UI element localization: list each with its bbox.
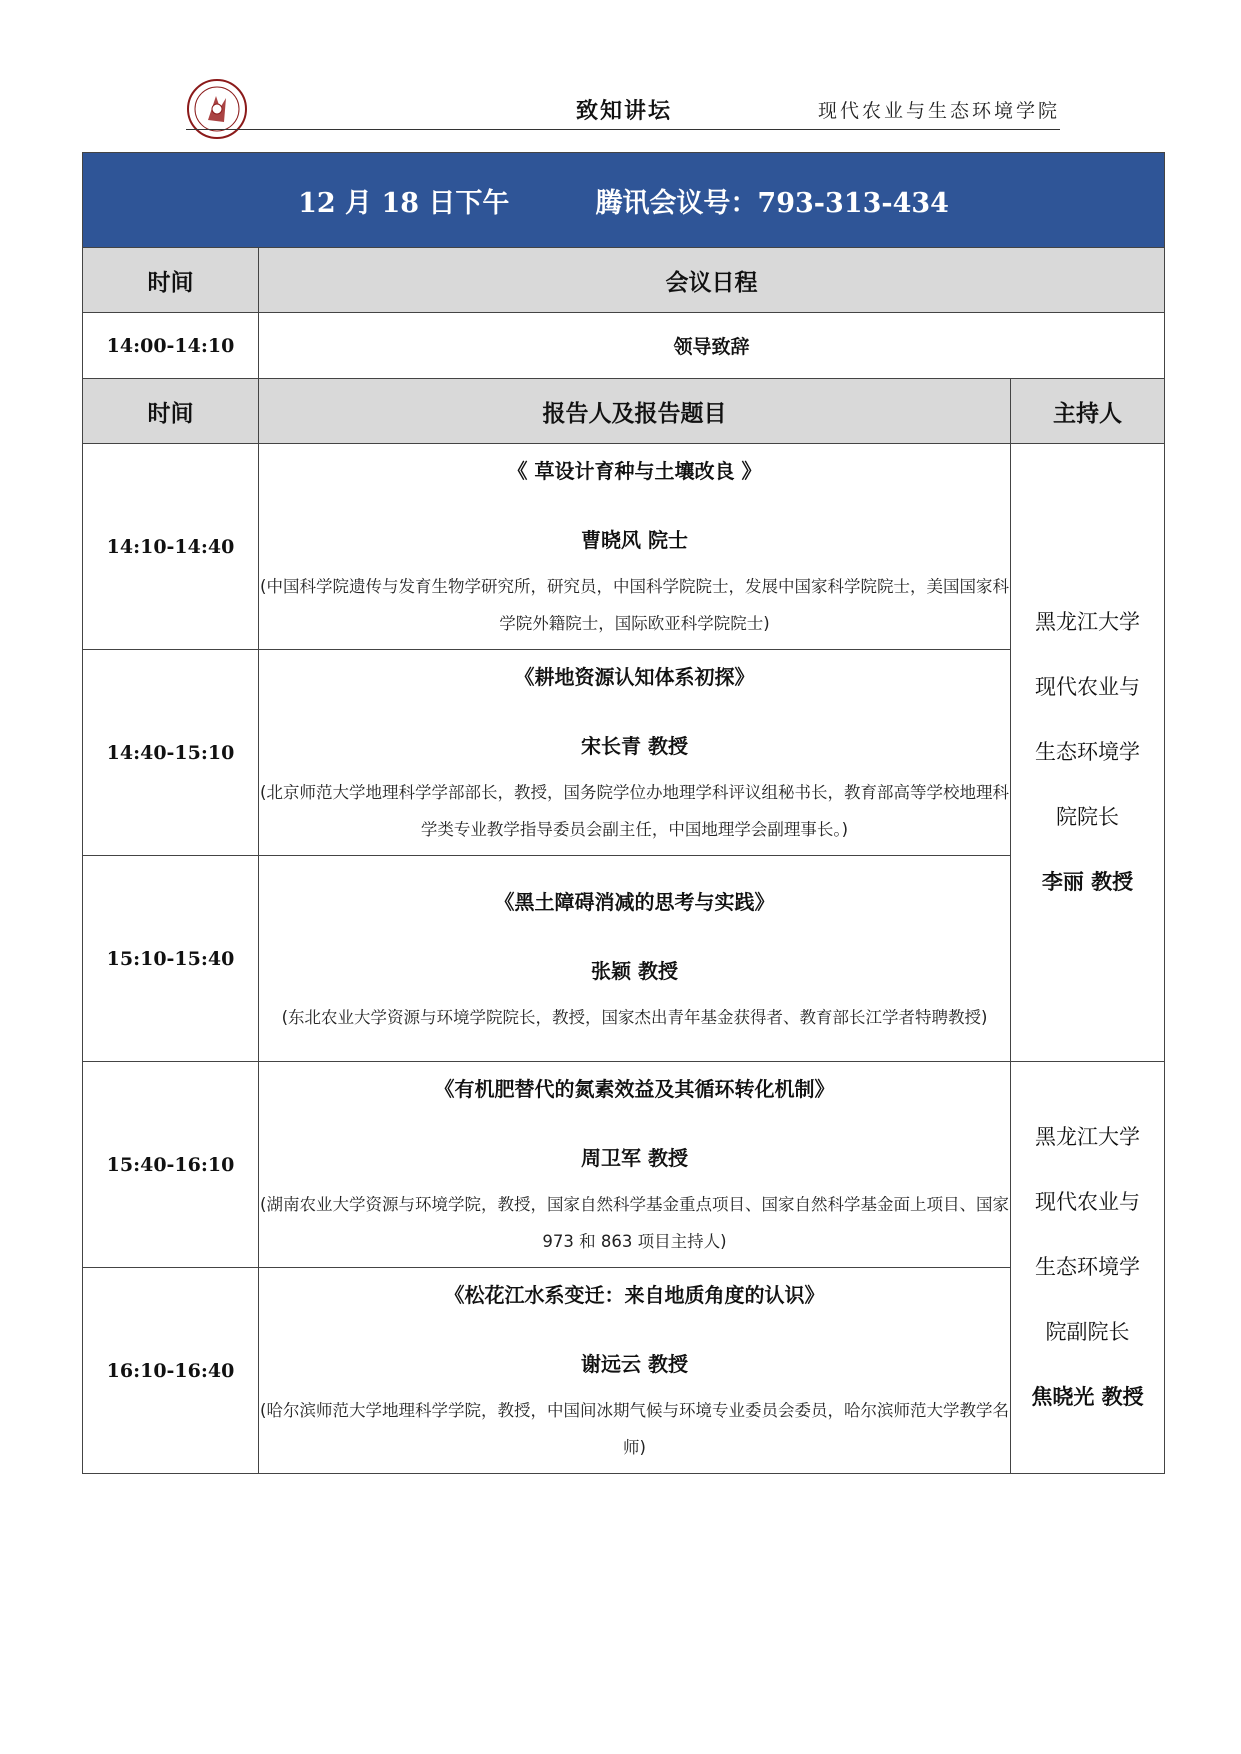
table-row	[83, 1062, 1165, 1268]
header-divider	[186, 129, 1060, 130]
talk-cell	[259, 856, 1011, 1062]
host-cell	[1011, 1062, 1165, 1474]
meeting-banner	[83, 153, 1165, 248]
opening-item: 领导致辞	[259, 313, 1165, 379]
host-line: 黑龙江大学	[1035, 1125, 1140, 1149]
opening-time: 14:00-14:10	[83, 313, 259, 379]
talk-title: 《耕地资源认知体系初探》	[514, 665, 755, 689]
talk-speaker: 周卫军 教授	[581, 1146, 688, 1170]
header-host: 主持人	[1011, 379, 1165, 444]
talk-cell	[259, 650, 1011, 856]
table-row	[83, 856, 1165, 1062]
host-line: 生态环境学	[1035, 1255, 1140, 1279]
talk-cell	[259, 1268, 1011, 1474]
department-name: 现代农业与生态环境学院	[817, 100, 1060, 122]
page-header	[186, 78, 1060, 130]
table-row	[83, 650, 1165, 856]
banner-date: 12 月 18 日下午	[298, 187, 510, 219]
banner-meeting-id: 腾讯会议号：793-313-434	[595, 187, 949, 219]
forum-title: 致知讲坛	[576, 98, 673, 124]
talk-bio: (湖南农业大学资源与环境学院，教授，国家自然科学基金重点项目、国家自然科学基金面上项目、国家 973 和 863 项目主持人)	[260, 1195, 1009, 1251]
table-row	[83, 444, 1165, 650]
talk-cell	[259, 444, 1011, 650]
university-seal-logo	[186, 78, 248, 140]
host-name: 李丽 教授	[1041, 870, 1134, 894]
table-row	[83, 313, 1165, 379]
talk-speaker: 谢远云 教授	[581, 1352, 688, 1376]
talk-time: 16:10-16:40	[83, 1268, 259, 1474]
schedule-table	[82, 152, 1164, 1474]
host-line: 现代农业与	[1035, 675, 1140, 699]
talk-title: 《有机肥替代的氮素效益及其循环转化机制》	[434, 1077, 835, 1101]
talk-title: 《松花江水系变迁：来自地质角度的认识》	[444, 1283, 825, 1307]
talk-time: 14:40-15:10	[83, 650, 259, 856]
header-report: 报告人及报告题目	[259, 379, 1011, 444]
talk-speaker: 张颖 教授	[591, 958, 678, 983]
host-line: 生态环境学	[1035, 740, 1140, 764]
header-agenda: 会议日程	[259, 248, 1165, 313]
table-row	[83, 1268, 1165, 1474]
talk-speaker: 曹晓风 院士	[581, 528, 688, 552]
talk-time: 15:40-16:10	[83, 1062, 259, 1268]
host-name: 焦晓光 教授	[1031, 1385, 1144, 1409]
header-time: 时间	[83, 248, 259, 313]
talk-bio: (哈尔滨师范大学地理科学学院，教授，中国间冰期气候与环境专业委员会委员，哈尔滨师范大学教学名师)	[260, 1401, 1009, 1457]
host-line: 现代农业与	[1035, 1190, 1140, 1214]
talk-bio: (东北农业大学资源与环境学院院长，教授，国家杰出青年基金获得者、教育部长江学者特聘教授)	[281, 1007, 988, 1027]
talk-speaker: 宋长青 教授	[581, 734, 688, 758]
talk-time: 14:10-14:40	[83, 444, 259, 650]
header-time-2: 时间	[83, 379, 259, 444]
talk-bio: (北京师范大学地理科学学部部长，教授，国务院学位办地理学科评议组秘书长，教育部高等学校地理科学类专业教学指导委员会副主任，中国地理学会副理事长。)	[260, 783, 1009, 839]
host-line: 黑龙江大学	[1035, 610, 1140, 634]
talk-time: 15:10-15:40	[83, 856, 259, 1062]
talk-cell	[259, 1062, 1011, 1268]
host-line: 院副院长	[1045, 1320, 1130, 1344]
host-cell	[1011, 444, 1165, 1062]
talk-title: 《黑土障碍消减的思考与实践》	[494, 889, 775, 914]
talk-title: 《 草设计育种与土壤改良 》	[507, 459, 762, 483]
talk-bio: (中国科学院遗传与发育生物学研究所，研究员，中国科学院院士，发展中国家科学院院士，美国国家科学院外籍院士，国际欧亚科学院院士)	[260, 577, 1009, 633]
host-line: 院院长	[1056, 805, 1119, 829]
